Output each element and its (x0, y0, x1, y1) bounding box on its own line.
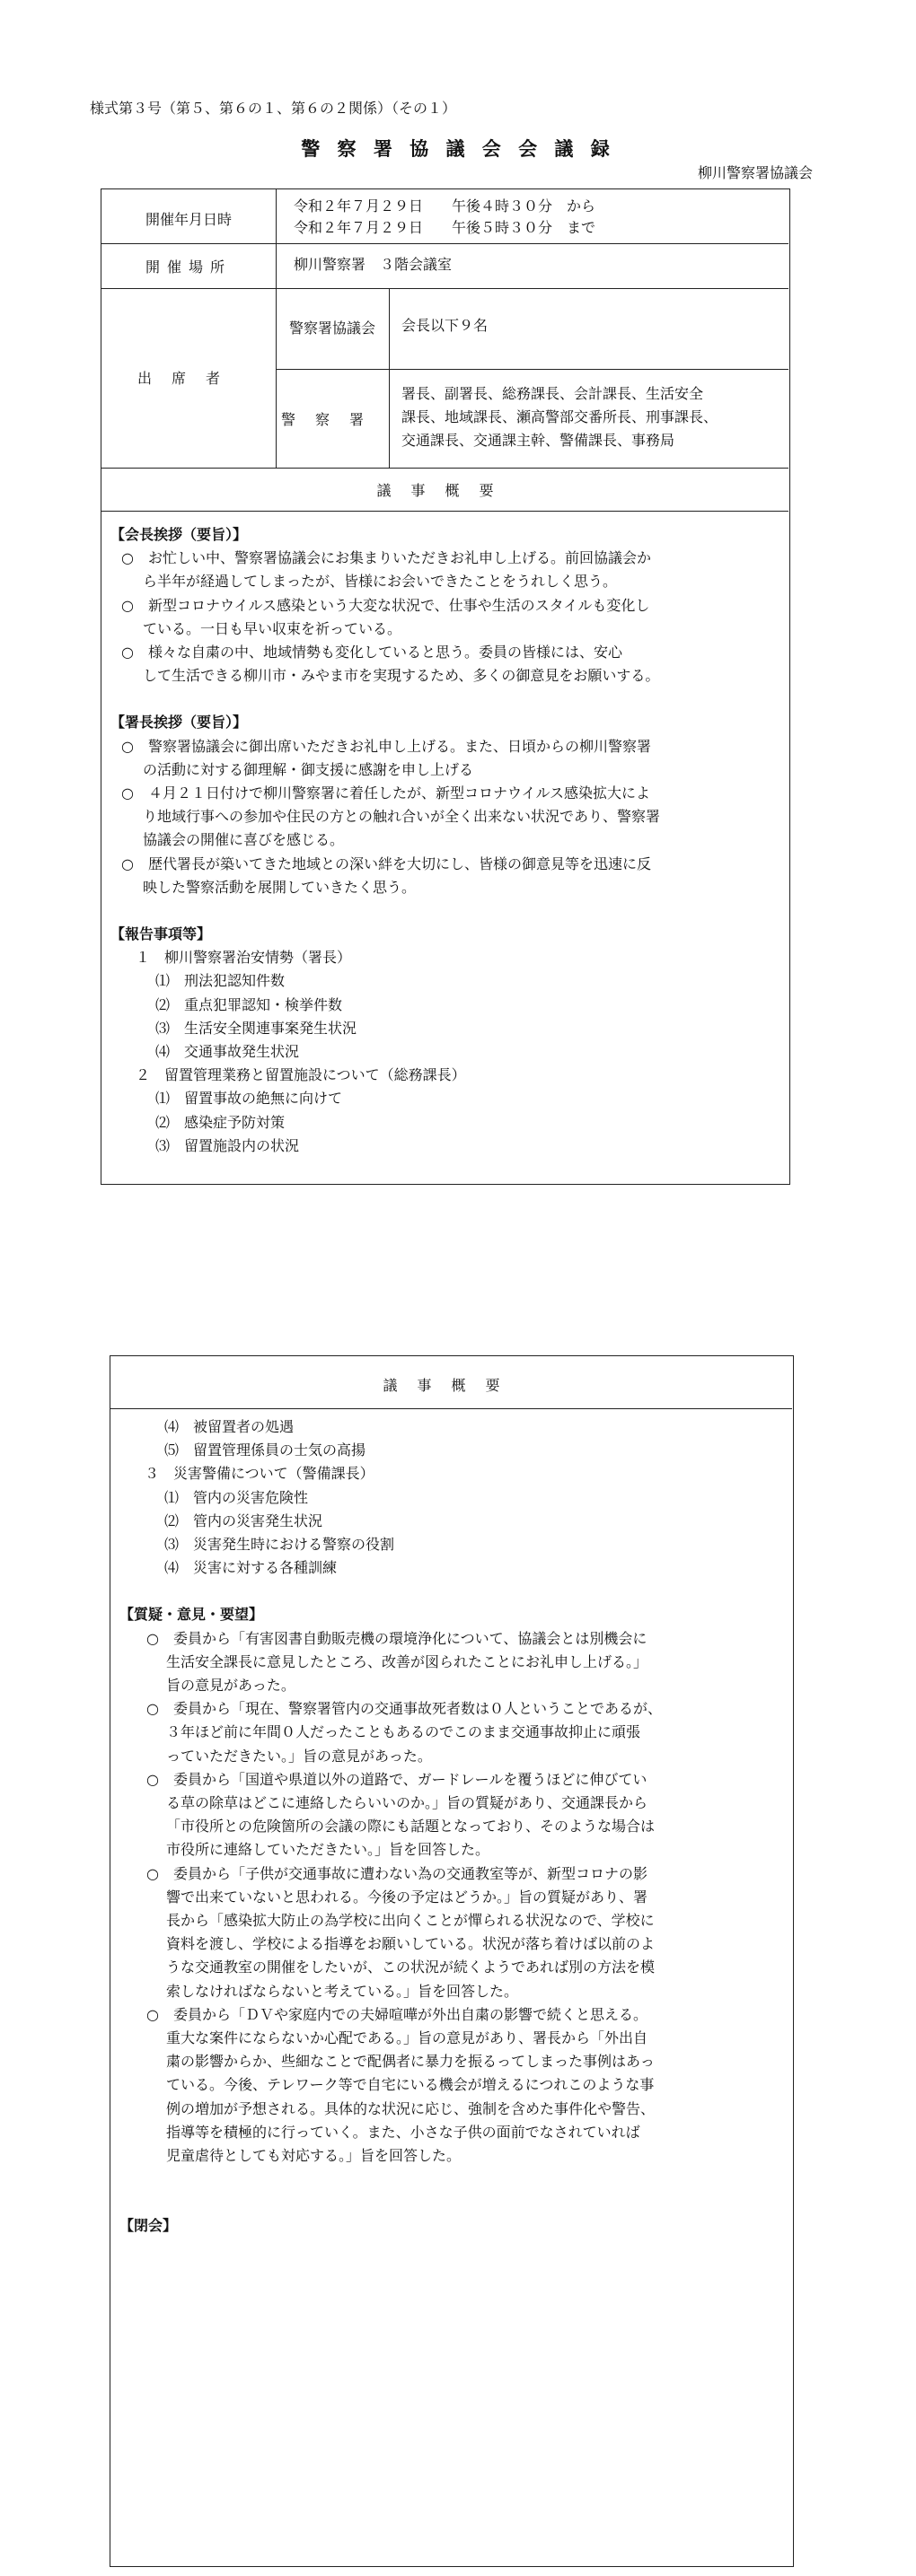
minutes-line: うな交通教室の開催をしたいが、この状況が続くようであれば別の方法を模 (166, 1958, 656, 1976)
minutes-line: ⑷ 被留置者の処遇 (164, 1418, 295, 1435)
minutes-line: ○ 新型コロナウイルス感染という大変な状況で、仕事や生活のスタイルも変化し (121, 596, 650, 614)
minutes-line: 映した警察活動を展開していきたく思う。 (143, 878, 417, 896)
minutes-line: ○ お忙しい中、警察署協議会にお集まりいただきお礼申し上げる。前回協議会か (121, 549, 651, 567)
minutes-line: っていただきたい。」旨の意見があった。 (166, 1747, 432, 1765)
organization-name: 柳川警察署協議会 (697, 164, 813, 181)
minutes-line: ⑴ 刑法犯認知件数 (155, 972, 286, 990)
attendees-label: 出席者 (137, 370, 240, 387)
blank-line (110, 899, 660, 923)
blank-line (119, 2191, 662, 2214)
blank-line (110, 688, 660, 711)
summary-label: 議事概要 (376, 482, 514, 499)
venue-value: 柳川警察署 ３階会議室 (294, 256, 453, 273)
minutes-line: 長から「感染拡大防止の為学校に出向くことが憚られる状況なので、学校に (166, 1912, 655, 1930)
minutes-line: ⑵ 感染症予防対策 (155, 1113, 286, 1131)
section-heading: 【質疑・意見・要望】 (119, 1606, 264, 1624)
section-heading: 【会長挨拶（要旨）】 (110, 526, 248, 543)
minutes-line: る草の除草はどこに連絡したらいいのか。」旨の質疑があり、交通課長から (166, 1794, 648, 1812)
police-line-3: 交通課長、交通課主幹、警備課長、事務局 (401, 432, 675, 449)
section-heading: 【報告事項等】 (110, 925, 212, 943)
minutes-line: ○ 委員から「有害図書自動販売機の環境浄化について、協議会とは別機会に (146, 1629, 647, 1647)
minutes-line: ら半年が経過してしまったが、皆様にお会いできたことをうれしく思う。 (143, 573, 618, 591)
minutes-line: 指導等を積極的に行っていく。また、小さな子供の面前でなされていれば (166, 2123, 640, 2141)
minutes-line: ⑴ 管内の災害危険性 (164, 1488, 309, 1506)
minutes-line: １ 柳川警察署治安情勢（署長） (136, 949, 352, 967)
minutes-sheet-1 (101, 188, 790, 1185)
council-value: 会長以下９名 (401, 317, 489, 334)
minutes-sheet-2 (110, 1355, 794, 2567)
minutes-line: 協議会の開催に喜びを感じる。 (143, 831, 345, 849)
minutes-line: ている。今後、テレワーク等で自宅にいる機会が増えるにつれこのような事 (166, 2076, 655, 2094)
police-line-2: 課長、地域課長、瀬高警部交番所長、刑事課長、 (401, 408, 718, 425)
minutes-line: 索しなければならないと考えている。」旨を回答した。 (166, 1982, 519, 2000)
minutes-line: ⑸ 留置管理係員の士気の高揚 (164, 1441, 366, 1459)
minutes-line: ⑶ 災害発生時における警察の役割 (164, 1536, 395, 1554)
minutes-line: 例の増加が予想される。具体的な状況に応じ、強制を含めた事件化や警告、 (166, 2099, 656, 2117)
minutes-line: ⑷ 災害に対する各種訓練 (164, 1559, 338, 1577)
minutes-body-2 (119, 1415, 662, 2239)
minutes-line: ○ 委員から「国道や県道以外の道路で、ガードレールを覆うほどに伸びてい (146, 1770, 647, 1788)
minutes-line: 響で出来ていないと思われる。今後の予定はどうか。」旨の質疑があり、署 (166, 1888, 648, 1906)
summary-label-2: 議事概要 (383, 1377, 520, 1394)
minutes-line: ○ 様々な自粛の中、地域情勢も変化していると思う。委員の皆様には、安心 (121, 644, 622, 662)
section-heading: 【署長挨拶（要旨）】 (110, 714, 248, 732)
minutes-line: ２ 留置管理業務と留置施設について（総務課長） (136, 1066, 466, 1084)
minutes-line: ⑶ 生活安全関連事案発生状況 (155, 1019, 357, 1037)
minutes-line: ○ 委員から「子供が交通事故に遭わない為の交通教室等が、新型コロナの影 (146, 1864, 647, 1882)
datetime-label: 開催年月日時 (145, 211, 232, 228)
minutes-line: ３ 災害警備について（警備課長） (145, 1465, 374, 1483)
minutes-line: ⑵ 重点犯罪認知・検挙件数 (155, 995, 343, 1013)
document-title: 警 察 署 協 議 会 会 議 録 (301, 137, 615, 160)
minutes-line: 児童虐待としても対応する。」旨を回答した。 (166, 2147, 462, 2165)
minutes-line: 「市役所との危険箇所の会議の際にも話題となっており、そのような場合は (166, 1818, 656, 1836)
minutes-line: ○ 警察署協議会に御出席いただきお礼申し上げる。また、日頃からの柳川警察署 (121, 737, 651, 755)
police-label: 警察署 (280, 411, 383, 428)
minutes-body-1 (110, 523, 660, 1158)
blank-line (119, 2168, 662, 2191)
venue-label: 開催場所 (145, 258, 232, 276)
minutes-line: ⑴ 留置事故の絶無に向けて (155, 1090, 343, 1108)
datetime-end: 令和２年７月２９日 午後５時３０分 まで (294, 219, 596, 236)
form-number: 様式第３号（第５、第６の１、第６の２関係）（その１） (90, 100, 457, 117)
minutes-line: ○ 歴代署長が築いてきた地域との深い絆を大切にし、皆様の御意見等を迅速に反 (121, 854, 651, 872)
datetime-start: 令和２年７月２９日 午後４時３０分 から (294, 197, 596, 215)
minutes-line: 生活安全課長に意見したところ、改善が図られたことにお礼申し上げる。」 (166, 1652, 648, 1670)
council-label: 警察署協議会 (288, 320, 375, 337)
minutes-line: ○ 委員から「ＤＶや家庭内での夫婦喧嘩が外出自粛の影響で続くと思える。 (146, 2005, 647, 2023)
minutes-line: 市役所に連絡していただきたい。」旨を回答した。 (166, 1841, 490, 1859)
minutes-line: して生活できる柳川市・みやま市を実現するため、多くの御意見をお願いする。 (143, 667, 660, 685)
minutes-line: ⑵ 管内の災害発生状況 (164, 1511, 323, 1529)
section-heading: 【閉会】 (119, 2217, 178, 2235)
blank-line (119, 1580, 662, 1603)
minutes-line: 資料を渡し、学校による指導をお願いしている。状況が落ち着けば以前のよ (166, 1935, 656, 1953)
minutes-line: り地域行事への参加や住民の方との触れ合いが全く出来ない状況であり、警察署 (143, 808, 661, 826)
minutes-line: 粛の影響からか、些細なことで配偶者に暴力を振るってしまった事例はあっ (166, 2053, 655, 2071)
minutes-line: 重大な案件にならないか心配である。」旨の意見があり、署長から「外出自 (166, 2029, 648, 2047)
minutes-line: ⑶ 留置施設内の状況 (155, 1136, 300, 1154)
minutes-line: ○ ４月２１日付けで柳川警察署に着任したが、新型コロナウイルス感染拡大によ (121, 784, 651, 802)
minutes-line: の活動に対する御理解・御支援に感謝を申し上げる (143, 760, 474, 778)
minutes-line: ○ 委員から「現在、警察署管内の交通事故死者数は０人ということであるが、 (146, 1700, 662, 1718)
minutes-line: ３年ほど前に年間０人だったこともあるのでこのまま交通事故抑止に頑張 (166, 1723, 641, 1741)
minutes-line: 旨の意見があった。 (166, 1677, 295, 1695)
minutes-line: ている。一日も早い収束を祈っている。 (143, 619, 402, 637)
police-line-1: 署長、副署長、総務課長、会計課長、生活安全 (401, 385, 704, 402)
minutes-line: ⑷ 交通事故発生状況 (155, 1043, 300, 1061)
